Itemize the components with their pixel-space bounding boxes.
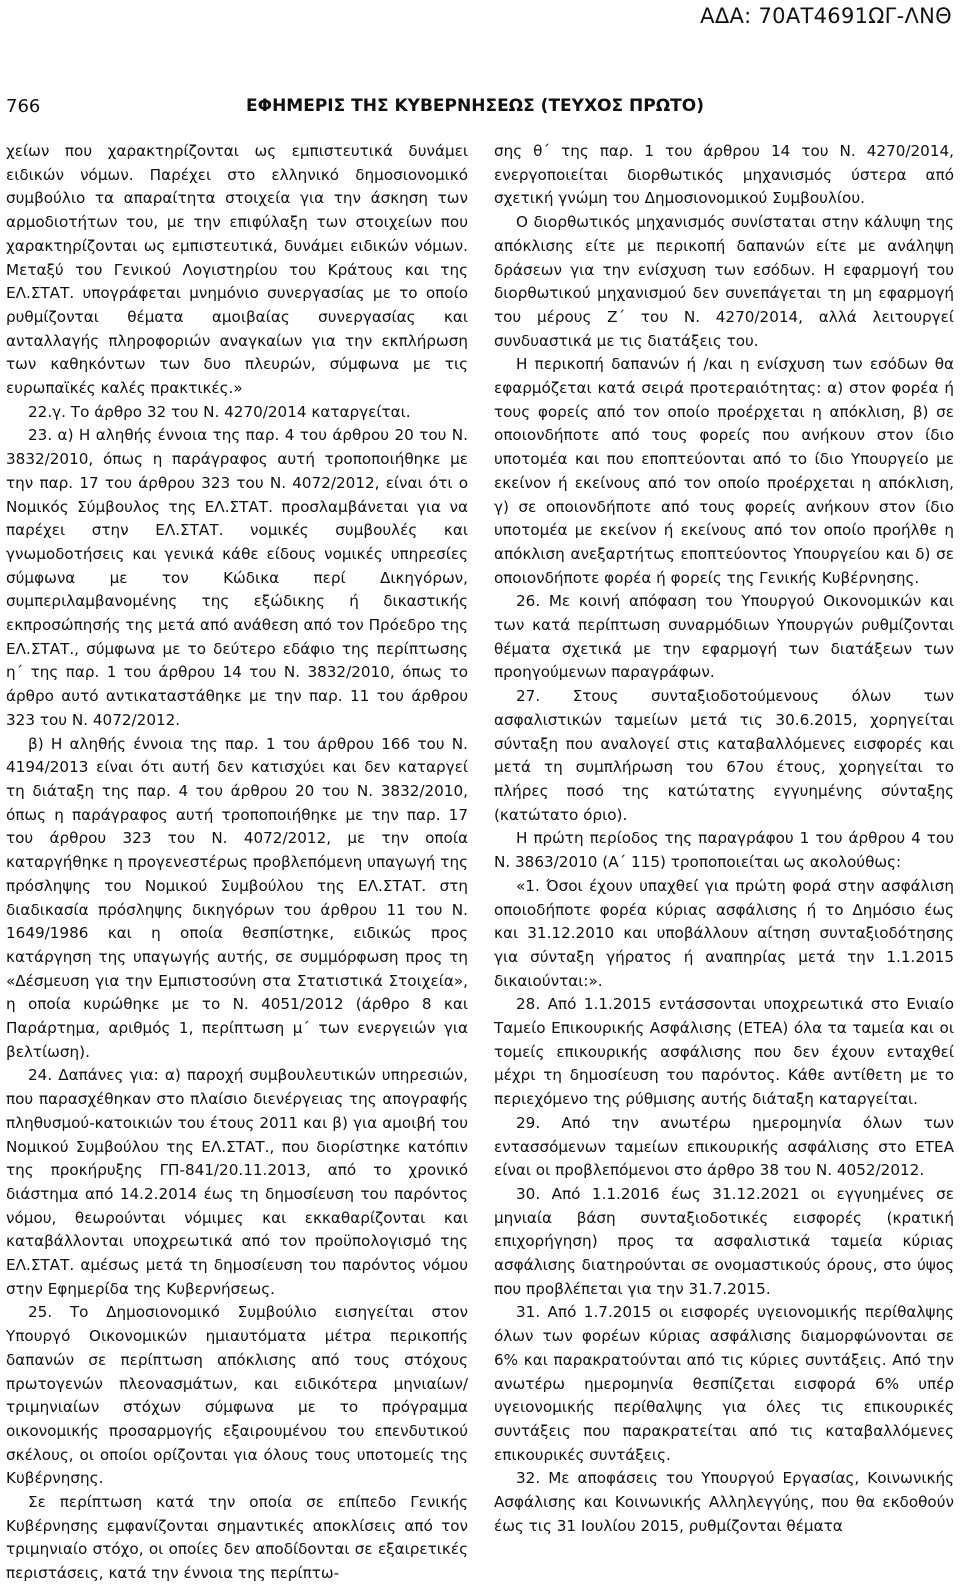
paragraph: 32. Με αποφάσεις του Υπουργού Εργασίας, Κοινωνικής Ασφάλισης και Κοινωνικής Αλληλεγγύης, που θα εκδοθούν έως τις 31 Ιουλίου 2015, ρυθμίζονται θέματα [494, 1469, 954, 1535]
ada-code: ΑΔΑ: 70ΑΤ4691ΩΓ-ΛΝΘ [700, 4, 952, 28]
paragraph: 23. α) Η αληθής έννοια της παρ. 4 του άρθρου 20 του Ν. 3832/2010, όπως η παράγραφος αυτή τροποποιήθηκε με την παρ. 17 του άρθρου 323 του Ν. 4072/2012, είναι ότι ο Νομικός Σύμβουλος της ΕΛ.ΣΤΑΤ. προσλαμβάνεται για να παρέχει στην ΕΛ.ΣΤΑΤ. νομικές συμβουλές και γνωμοδοτήσεις και γενικά κάθε είδους νομικές υπηρεσίες σύμφωνα με τον Κώδικα περί Δικηγόρων, συμπεριλαμβανομένης της εξώδικης ή δικαστικής εκπροσώπησής της μετά από ανάθεση από τον Πρόεδρο της ΕΛ.ΣΤΑΤ., σύμφωνα με το δεύτερο εδάφιο της περίπτωσης η΄ της παρ. 1 του άρθρου 14 του Ν. 3832/2010, όπως το άρθρο αυτό αντικαταστάθηκε με την παρ. 11 του άρθρου 323 του Ν. 4072/2012. [6, 426, 468, 729]
paragraph: 28. Από 1.1.2015 εντάσσονται υποχρεωτικά στο Ενιαίο Ταμείο Επικουρικής Ασφάλισης (ΕΤΕΑ) όλα τα ταμεία και οι τομείς επικουρικής ασφάλισης που δεν έχουν ενταχθεί μέχρι τη δημοσίευση του παρόντος. Κάθε αντίθετη με το περιεχόμενο της ρύθμισης αυτής διάταξη καταργείται. [494, 995, 954, 1109]
paragraph: 24. Δαπάνες για: α) παροχή συμβουλευτικών υπηρεσιών, που παρασχέθηκαν στο πλαίσιο διενέργειας της απογραφής πληθυσμού-κατοικιών του έτους 2011 και β) για αμοιβή του Νομικού Συμβούλου της ΕΛ.ΣΤΑΤ., που διορίστηκε κατόπιν της προκήρυξης ΓΠ-841/20.11.2013, από το χρονικό διάστημα από 14.2.2014 έως τη δημοσίευση του παρόντος νόμου, θεωρούνται νόμιμες και εκκαθαρίζονται και καταβάλλονται υποχρεωτικά από τον προϋπολογισμό της ΕΛ.ΣΤΑΤ. αμέσως μετά τη δημοσίευση του παρόντος νόμου στην Εφημερίδα της Κυβερνήσεως. [6, 1066, 468, 1298]
paragraph: χείων που χαρακτηρίζονται ως εμπιστευτικά δυνάμει ειδικών νόμων. Παρέχει στο ελληνικό δημοσιονομικό συμβούλιο τα απαραίτητα στοιχεία για την άσκηση των αρμοδιοτήτων του, με την επιφύλαξη των στοιχείων που χαρακτηρίζονται ως εμπιστευτικά, δυνάμει ειδικών νόμων. Μεταξύ του Γενικού Λογιστηρίου του Κράτους και της ΕΛ.ΣΤΑΤ. υπογράφεται μνημόνιο συνεργασίας με το οποίο ρυθμίζονται θέματα αμοιβαίας συνεργασίας και ανταλλαγής πληροφοριών αναγκαίων για την εκπλήρωση των καθηκόντων των δυο πλευρών, σύμφωνα με τις ευρωπαϊκές καλές πρακτικές.» [6, 142, 468, 398]
paragraph: 31. Από 1.7.2015 οι εισφορές υγειονομικής περίθαλψης όλων των φορέων κύριας ασφάλισης διαμορφώνονται σε 6% και παρακρατούνται από τις κύριες συντάξεις. Από την ανωτέρω ημερομηνία θεσπίζεται εισφορά 6% υπέρ υγειονομικής περίθαλψης για όλες τις επικουρικές συντάξεις που παρακρατείται από τις καταβαλλόμενες επικουρικές συντάξεις. [494, 1303, 954, 1464]
page-number: 766 [6, 96, 41, 117]
paragraph: «1. Όσοι έχουν υπαχθεί για πρώτη φορά στην ασφάλιση οποιοδήποτε φορέα κύριας ασφάλισης ή το Δημόσιο έως και 31.12.2010 και υποβάλλουν αίτηση συνταξιοδότησης για σύνταξη γήρατος ή αναπηρίας μετά την 1.1.2015 δικαιούνται:». [494, 876, 954, 990]
paragraph: 25. Το Δημοσιονομικό Συμβούλιο εισηγείται στον Υπουργό Οικονομικών ημιαυτόματα μέτρα περικοπής δαπανών σε περίπτωση απόκλισης από τους στόχους πρωτογενών πλεονασμάτων, και ειδικότερα μηνιαίων/τριμηνιαίων στόχων σύμφωνα με το πρόγραμμα οικονομικής προσαρμογής εξαιρουμένου του επενδυτικού σκέλους, οι οποίοι ορίζονται για όλους τους υποτομείς της Κυβέρνησης. [6, 1303, 468, 1488]
paragraph: Η περικοπή δαπανών ή /και η ενίσχυση των εσόδων θα εφαρμόζεται κατά σειρά προτεραιότητας: α) στον φορέα ή τους φορείς από τον οποίο προέρχεται η απόκλιση, β) σε οποιονδήποτε από τους φορείς που ανήκουν στον ίδιο υποτομέα και που εποπτεύονται από το ίδιο Υπουργείο με εκείνον ή εκείνους από τον οποίο προέρχεται η απόκλιση, γ) σε οποιονδήποτε από τους φορείς ανήκουν στον ίδιο υποτομέα με εκείνον ή εκείνους από τον οποίο προήλθε η απόκλιση ανεξαρτήτως εποπτεύοντος Υπουργείου και δ) σε οποιονδήποτε φορέα ή φορείς της Γενικής Κυβέρνησης. [494, 355, 954, 587]
paragraph: Η πρώτη περίοδος της παραγράφου 1 του άρθρου 4 του Ν. 3863/2010 (Α΄ 115) τροποποιείται ως ακολούθως: [494, 829, 954, 872]
paragraph: 22.γ. Το άρθρο 32 του Ν. 4270/2014 καταργείται. [28, 402, 411, 421]
paragraph: 30. Από 1.1.2016 έως 31.12.2021 οι εγγυημένες σε μηνιαία βάση συνταξιοδοτικές εισφορές (κρατική επιχορήγηση) προς τα ασφαλιστικά ταμεία κύριας ασφάλισης διατηρούνται σε ονομαστικούς όρους, στο ύψος που προβλέπεται για την 31.7.2015. [494, 1184, 954, 1298]
paragraph: Σε περίπτωση κατά την οποία σε επίπεδο Γενικής Κυβέρνησης εμφανίζονται σημαντικές αποκλίσεις από τον τριμηνιαίο στόχο, οι οποίες δεν αποδίδονται σε εξαιρετικές περιστάσεις, κατά την έννοια της περίπτω- [6, 1493, 468, 1583]
paragraph: 26. Με κοινή απόφαση του Υπουργού Οικονομικών και των κατά περίπτωση συναρμόδιων Υπουργών ρυθμίζονται θέματα σχετικά με την εφαρμογή των διατάξεων των προηγούμενων παραγράφων. [494, 592, 954, 682]
paragraph: β) Η αληθής έννοια της παρ. 1 του άρθρου 166 του Ν. 4194/2013 είναι ότι αυτή δεν κατισχύει και δεν καταργεί τη διάταξη της παρ. 4 του άρθρου 20 του Ν. 3832/2010, όπως η παράγραφος αυτή τροποποιήθηκε με την παρ. 17 του άρθρου 323 του Ν. 4072/2012, με την οποία καταργήθηκε η προγενεστέρως προβλεπόμενη υπαγωγή της πρόσληψης του Νομικού Συμβούλου της ΕΛ.ΣΤΑΤ. στη διαδικασία πρόσληψης δικηγόρων του άρθρου 11 του Ν. 1649/1986 και η οποία θεσπίστηκε, ειδικώς προς κατάργηση της υπαγωγής αυτής, σε συμμόρφωση προς τη «Δέσμευση για την Εμπιστοσύνη στα Στατιστικά Στοιχεία», η οποία κυρώθηκε με το Ν. 4051/2012 (άρθρο 8 και Παράρτημα, αριθμός 1, περίπτωση μ΄ των ενεργειών για βελτίωση). [6, 734, 468, 1061]
paragraph: Ο διορθωτικός μηχανισμός συνίσταται στην κάλυψη της απόκλισης είτε με περικοπή δαπανών είτε με ανάληψη δράσεων για την ενίσχυση των εσόδων. Η εφαρμογή του διορθωτικού μηχανισμού δεν συνεπάγεται τη μη εφαρμογή του μέρους Ζ΄ του Ν. 4270/2014, αλλά λειτουργεί συνδυαστικά με τις διατάξεις του. [494, 213, 954, 350]
paragraph: 27. Στους συνταξιοδοτούμενους όλων των ασφαλιστικών ταμείων μετά τις 30.6.2015, χορηγείται σύνταξη που αναλογεί στις καταβαλλόμενες εισφορές και μετά τη συμπλήρωση του 67ου έτους, χορηγείται το πλήρες ποσό της κατώτατης εγγυημένης σύνταξης (κατώτατο όριο). [494, 687, 954, 824]
paragraph: 29. Από την ανωτέρω ημερομηνία όλων των εντασσόμενων ταμείων επικουρικής ασφάλισης στο ΕΤΕΑ είναι οι προβλεπόμενοι στο άρθρο 38 του Ν. 4052/2012. [494, 1113, 954, 1180]
paragraph: σης θ΄ της παρ. 1 του άρθρου 14 του Ν. 4270/2014, ενεργοποιείται διορθωτικός μηχανισμός ύστερα από σχετική γνώμη του Δημοσιονομικού Συμβουλίου. [494, 142, 954, 208]
gazette-title: ΕΦΗΜΕΡΙΣ ΤΗΣ ΚΥΒΕΡΝΗΣΕΩΣ (ΤΕΥΧΟΣ ΠΡΩΤΟ) [246, 96, 705, 116]
right-column [494, 140, 954, 1538]
left-column [6, 140, 468, 1586]
